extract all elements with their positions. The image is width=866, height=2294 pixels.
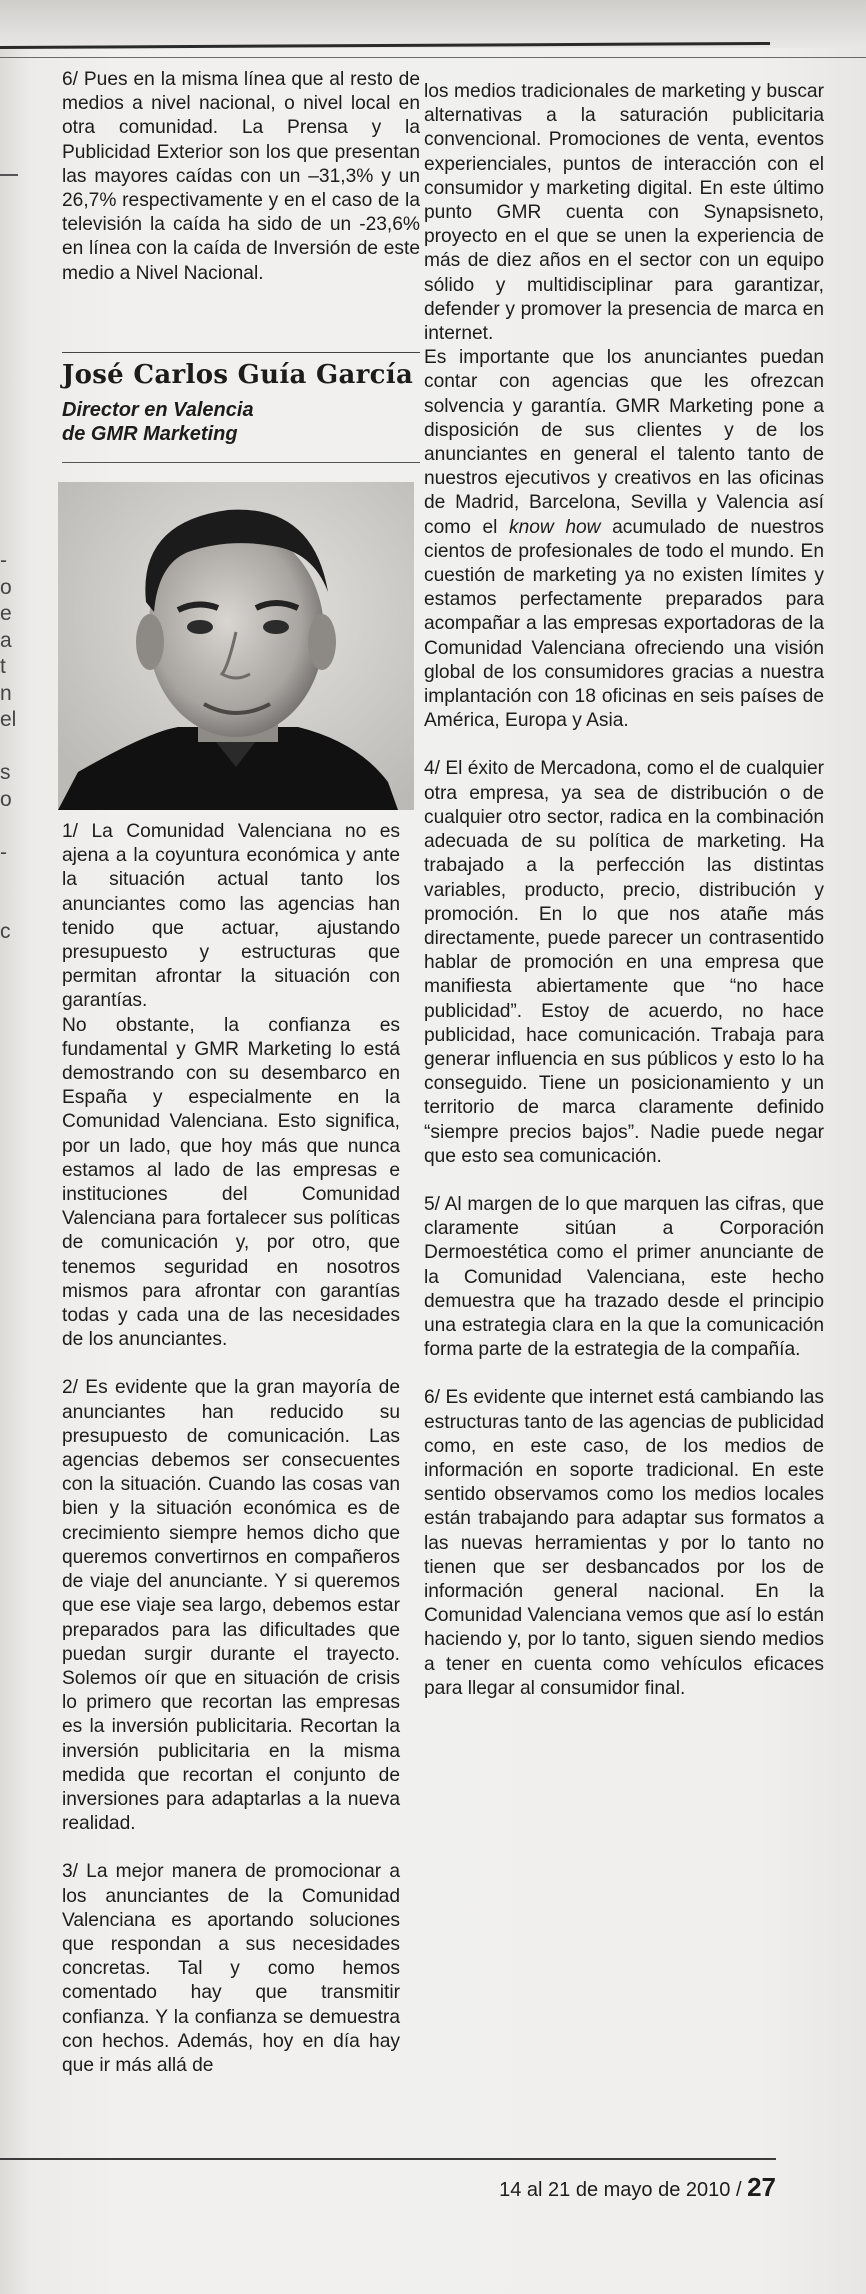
interviewee-portrait-photo: [58, 482, 414, 810]
left-column-rule: [0, 174, 18, 176]
answer-5: 5/ Al margen de lo que marquen las cifras, que claramente sitúan a Corporación Dermoestética como el primer anunciante de la Comunidad Valenciana, este hecho demuestra que ha trazado desde el principio una estrategia clara en la que la comunicación forma parte de la estrategia de la compañía.: [424, 1193, 824, 1361]
answer-3-p2-text-b: acumulado de nuestros cientos de profesionales de todo el mundo. En cuestión de marketing ya no existen límites y estamos perfectamente preparados para acompañar a las empresas exportadoras de la Comunidad Valenciana ofreciendo una visión global de los consumidores gracias a nuestra implantación con 18 oficinas en seis países de América, Europa y Asia.: [424, 516, 824, 732]
answer-3-paragraph-2: [424, 346, 824, 733]
footer-rule: [0, 2158, 776, 2160]
name-rule-top: [62, 352, 420, 353]
page-top-shadow: [0, 0, 866, 48]
answer-6: 6/ Es evidente que internet está cambiando las estructuras tanto de las agencias de publicidad como, en este caso, de los medios de información en soporte tradicional. En este sentido observamos como los medios locales están trabajando para adaptar sus formatos a las nuevas herramientas y por lo tanto no tienen que ser desbancados por los de información general nacional. En la Comunidad Valenciana vemos que así lo están haciendo y, por lo tanto, siguen siendo medios a tener en cuenta como vehículos eficaces para llegar al consumidor final.: [424, 1387, 824, 1699]
top-rule-thin: [0, 57, 866, 58]
intro-answer: 6/ Pues en la misma línea que al resto de medios a nivel nacional, o nivel local en otra comunidad. La Prensa y la Publicidad Exterior son los que presentan las mayores caídas con un –31,3% y un 26,7% respectivamente y en el caso de la televisión la caída ha sido de un -23,6% en línea con la caída de Inversión de este medio a Nivel Nacional.: [62, 69, 420, 284]
answer-2: 2/ Es evidente que la gran mayoría de anunciantes han reducido su presupuesto de comunicación. Las agencias debemos ser consecuentes con la situación. Cuando las cosas van bien y la situación económica es de crecimiento siempre hemos dicho que queremos convertirnos en compañeros de viaje del anunciante. Y si queremos que ese viaje sea largo, debemos estar preparados para las dificultades que puedan surgir durante el trayecto. Solemos oír que en situación de crisis lo primero que recortan las empresas es la inversión publicitaria. Recortan la inversión publicitaria en la misma medida que recortan el conjunto de inversiones para adaptarlas a la nueva realidad.: [62, 1377, 400, 1835]
answer-1-continued: No obstante, la confianza es fundamental y GMR Marketing lo está demostrando con su desembarco en España y especialmente en la Comunidad Valenciana. Esto significa, por un lado, que hoy más que nunca estamos al lado de las empresas e instituciones del Comunidad Valenciana para fortalecer sus políticas de comunicación y, por otro, que tenemos seguridad en nosotros mismos para afrontar con garantías todas y cada una de las necesidades de los anunciantes.: [62, 1014, 400, 1351]
interviewee-name: José Carlos Guía García: [62, 360, 414, 390]
answers-left-column: [62, 820, 400, 2078]
answer-1: 1/ La Comunidad Valenciana no es ajena a la coyuntura económica y ante la situación actual tanto los anunciantes como las agencias han tenido que actuar, ajustando presupuesto y estructuras que permitan afrontar la situación con garantías.: [62, 821, 400, 1012]
footer-date: 14 al 21 de mayo de 2010 /: [499, 2179, 742, 2201]
answer-3-know-how: know how: [508, 516, 601, 538]
role-line-2: de GMR Marketing: [62, 423, 238, 445]
page-footer: [499, 2172, 776, 2203]
answer-3-p2-text-a: Es importante que los anunciantes puedan contar con agencias que les ofrezcan solvencia y garantía. GMR Marketing pone a disposición de sus clientes y de los anunciantes en general el talento tanto de nuestros ejecutivos y creativos en las oficinas de Madrid, Barcelona, Sevilla y Valencia así como el: [424, 347, 824, 538]
role-line-1: Director en Valencia: [62, 399, 254, 421]
interviewee-role: [62, 398, 420, 446]
portrait-illustration: [58, 482, 414, 810]
intro-answer-column: [62, 68, 420, 286]
answer-4: 4/ El éxito de Mercadona, como el de cualquier otra empresa, ya sea de distribución o de cualquier otro sector, radica en la combinación adecuada de su política de marketing. Ha trabajado a la perfección las distintas variables, producto, precio, distribución y promoción. En lo que nos atañe más directamente, puede parecer un contrasentido hablar de promoción en una empresa que manifiesta abiertamente que “no hace publicidad”. Estoy de acuerdo, no hace publicidad, hace comunicación. Trabaja para generar influencia en sus públicos y esto lo ha conseguido. Tiene un posicionamiento y un territorio de marca claramente definido “siempre precios bajos”. Nadie puede negar que esto sea comunicación.: [424, 758, 824, 1167]
answer-3: 3/ La mejor manera de promocionar a los anunciantes de la Comunidad Valenciana es aportando soluciones que respondan a sus necesidades concretas. Tal y como hemos comentado hay que transmitir confianza. Y la confianza se demuestra con hechos. Además, hoy en día hay que ir más allá de: [62, 1861, 400, 2076]
previous-page-text-fragment: - o e a t n el s o - c: [0, 549, 17, 943]
name-rule-bottom: [62, 462, 420, 463]
answers-right-column: [424, 80, 824, 1701]
page-number: 27: [747, 2172, 776, 2202]
answer-3-continued: los medios tradicionales de marketing y buscar alternativas a la saturación publicitaria convencional. Promociones de venta, eventos experienciales, puntos de interacción con el consumidor y marketing digital. En este último punto GMR cuenta con Synapsisneto, proyecto en el que se unen la experiencia de más de diez años en el sector con un equipo sólido y multidisciplinar para garantizar, defender y promover la presencia de marca en internet.: [424, 81, 824, 345]
